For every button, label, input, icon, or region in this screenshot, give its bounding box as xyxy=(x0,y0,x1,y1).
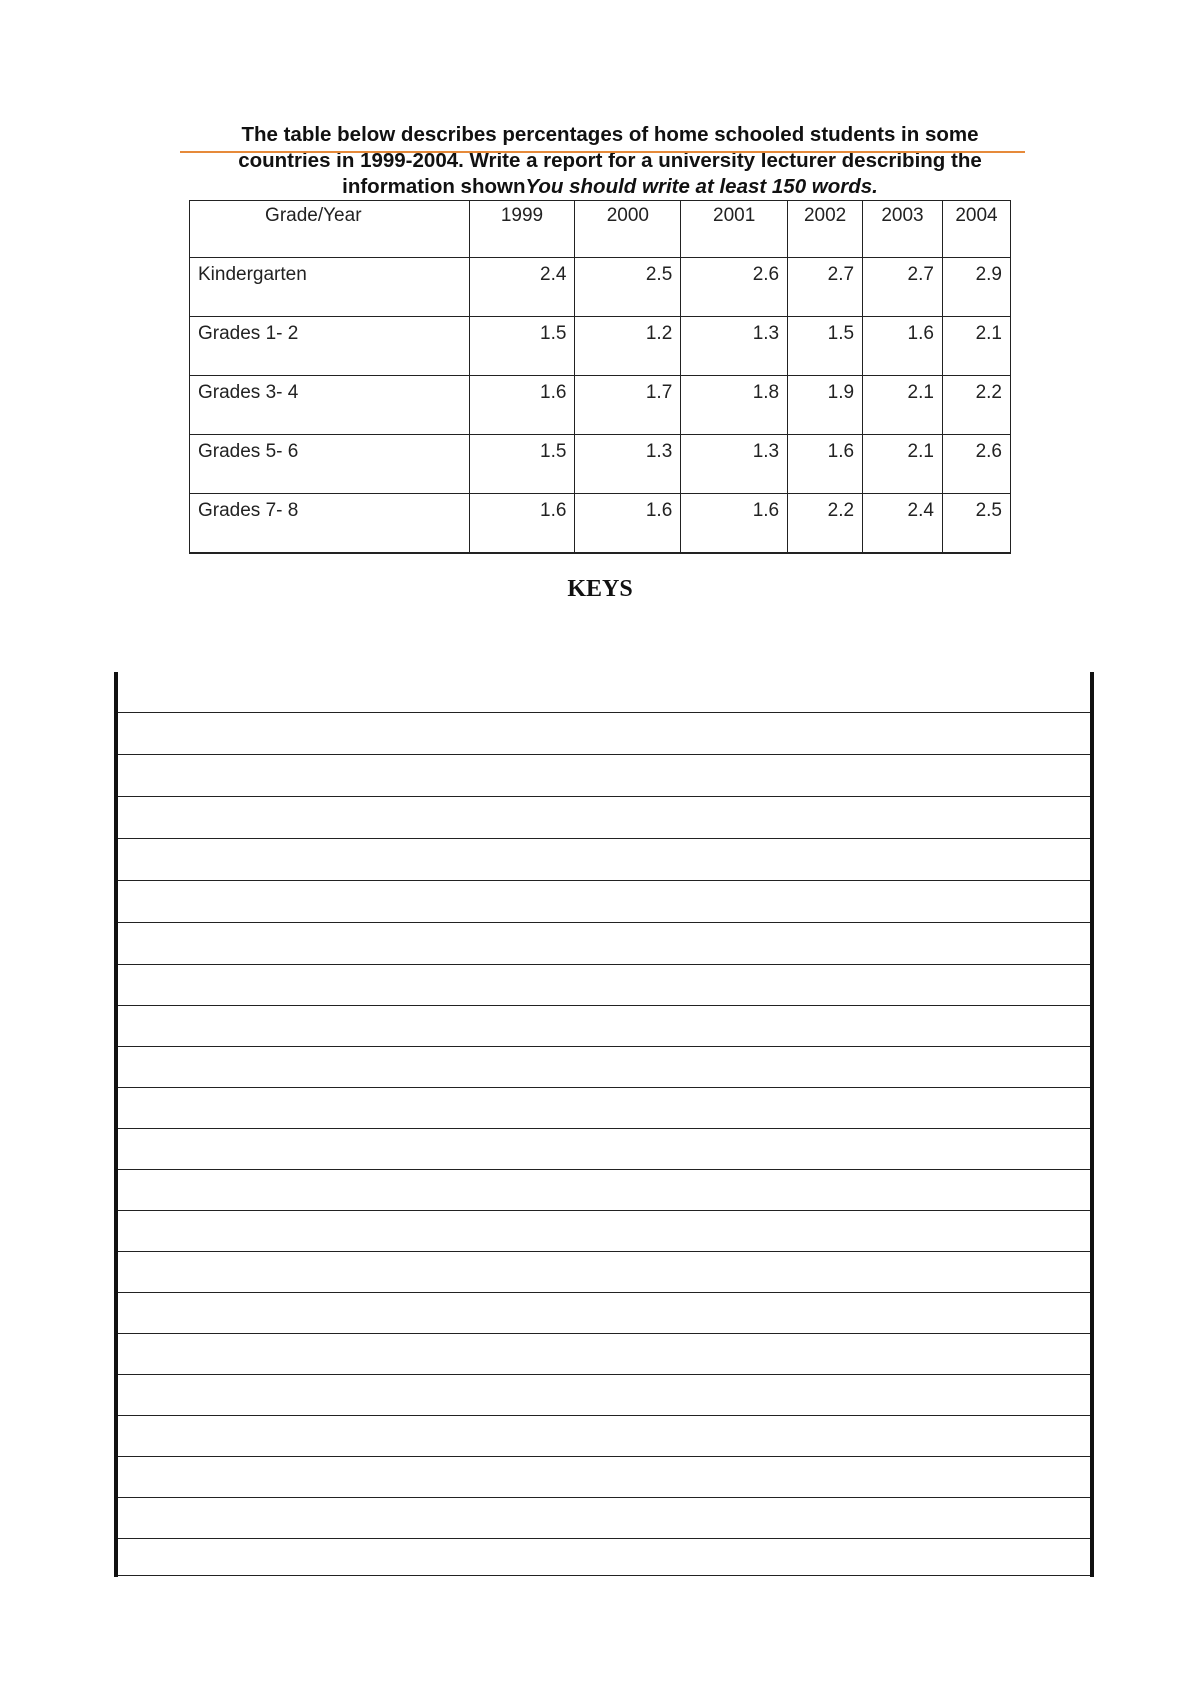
table-cell: 1.5 xyxy=(469,435,575,494)
writing-line xyxy=(118,1128,1090,1129)
writing-line xyxy=(118,1374,1090,1375)
prompt-line-1: The table below describes percentages of home schooled students in some xyxy=(241,123,979,146)
table-row xyxy=(190,376,1011,435)
table-cell: 2.1 xyxy=(863,376,943,435)
table-cell: 1.3 xyxy=(681,435,788,494)
header-grade-year: Grade/Year xyxy=(190,201,470,258)
task-prompt xyxy=(180,122,1040,200)
writing-line xyxy=(118,754,1090,755)
prompt-word-count: You should write at least 150 words. xyxy=(525,175,878,198)
prompt-line-3 xyxy=(180,174,1040,200)
header-year: 2004 xyxy=(942,201,1010,258)
writing-line xyxy=(118,1456,1090,1457)
table-cell: 1.6 xyxy=(575,494,681,554)
writing-line xyxy=(118,1497,1090,1498)
table-cell: 2.5 xyxy=(575,258,681,317)
table-row xyxy=(190,258,1011,317)
table-row xyxy=(190,435,1011,494)
table-header-row xyxy=(190,201,1011,258)
writing-line xyxy=(118,1087,1090,1088)
header-year: 2001 xyxy=(681,201,788,258)
prompt-underline xyxy=(180,151,1025,153)
row-label: Grades 3- 4 xyxy=(190,376,470,435)
writing-area[interactable] xyxy=(114,672,1094,1577)
header-year: 2003 xyxy=(863,201,943,258)
table-cell: 2.9 xyxy=(942,258,1010,317)
table-cell: 1.6 xyxy=(863,317,943,376)
table-cell: 1.5 xyxy=(469,317,575,376)
writing-line xyxy=(118,1046,1090,1047)
writing-line xyxy=(118,1005,1090,1006)
table-cell: 1.9 xyxy=(788,376,863,435)
table-cell: 1.3 xyxy=(681,317,788,376)
writing-line xyxy=(118,1575,1090,1576)
writing-line xyxy=(118,712,1090,713)
prompt-line-2: countries in 1999-2004. Write a report for a university lecturer describing the xyxy=(238,149,982,172)
table-cell: 2.2 xyxy=(942,376,1010,435)
table-cell: 1.6 xyxy=(469,376,575,435)
table-row xyxy=(190,494,1011,554)
row-label: Grades 5- 6 xyxy=(190,435,470,494)
table-cell: 1.5 xyxy=(788,317,863,376)
table-cell: 2.6 xyxy=(942,435,1010,494)
writing-line xyxy=(118,1333,1090,1334)
table-cell: 1.7 xyxy=(575,376,681,435)
table-cell: 1.8 xyxy=(681,376,788,435)
row-label: Kindergarten xyxy=(190,258,470,317)
table-cell: 2.6 xyxy=(681,258,788,317)
writing-line xyxy=(118,1292,1090,1293)
table-cell: 1.3 xyxy=(575,435,681,494)
row-label: Grades 7- 8 xyxy=(190,494,470,554)
table-cell: 2.1 xyxy=(942,317,1010,376)
writing-line xyxy=(118,964,1090,965)
writing-line xyxy=(118,796,1090,797)
writing-line xyxy=(118,1538,1090,1539)
prompt-line-3-plain: information shown xyxy=(342,175,526,198)
header-year: 2000 xyxy=(575,201,681,258)
writing-line xyxy=(118,1210,1090,1211)
table-cell: 2.7 xyxy=(863,258,943,317)
table-cell: 1.6 xyxy=(681,494,788,554)
table-cell: 2.1 xyxy=(863,435,943,494)
keys-heading: KEYS xyxy=(567,576,633,602)
writing-line xyxy=(118,1169,1090,1170)
table-cell: 2.5 xyxy=(942,494,1010,554)
table-cell: 2.4 xyxy=(863,494,943,554)
writing-line xyxy=(118,1251,1090,1252)
row-label: Grades 1- 2 xyxy=(190,317,470,376)
writing-line xyxy=(118,838,1090,839)
writing-line xyxy=(118,880,1090,881)
table-cell: 2.7 xyxy=(788,258,863,317)
writing-line xyxy=(118,922,1090,923)
table-cell: 2.4 xyxy=(469,258,575,317)
header-year: 2002 xyxy=(788,201,863,258)
table-cell: 1.2 xyxy=(575,317,681,376)
table-row xyxy=(190,317,1011,376)
table-cell: 1.6 xyxy=(469,494,575,554)
header-year: 1999 xyxy=(469,201,575,258)
table-cell: 2.2 xyxy=(788,494,863,554)
table-cell: 1.6 xyxy=(788,435,863,494)
data-table xyxy=(189,200,1011,554)
writing-line xyxy=(118,1415,1090,1416)
